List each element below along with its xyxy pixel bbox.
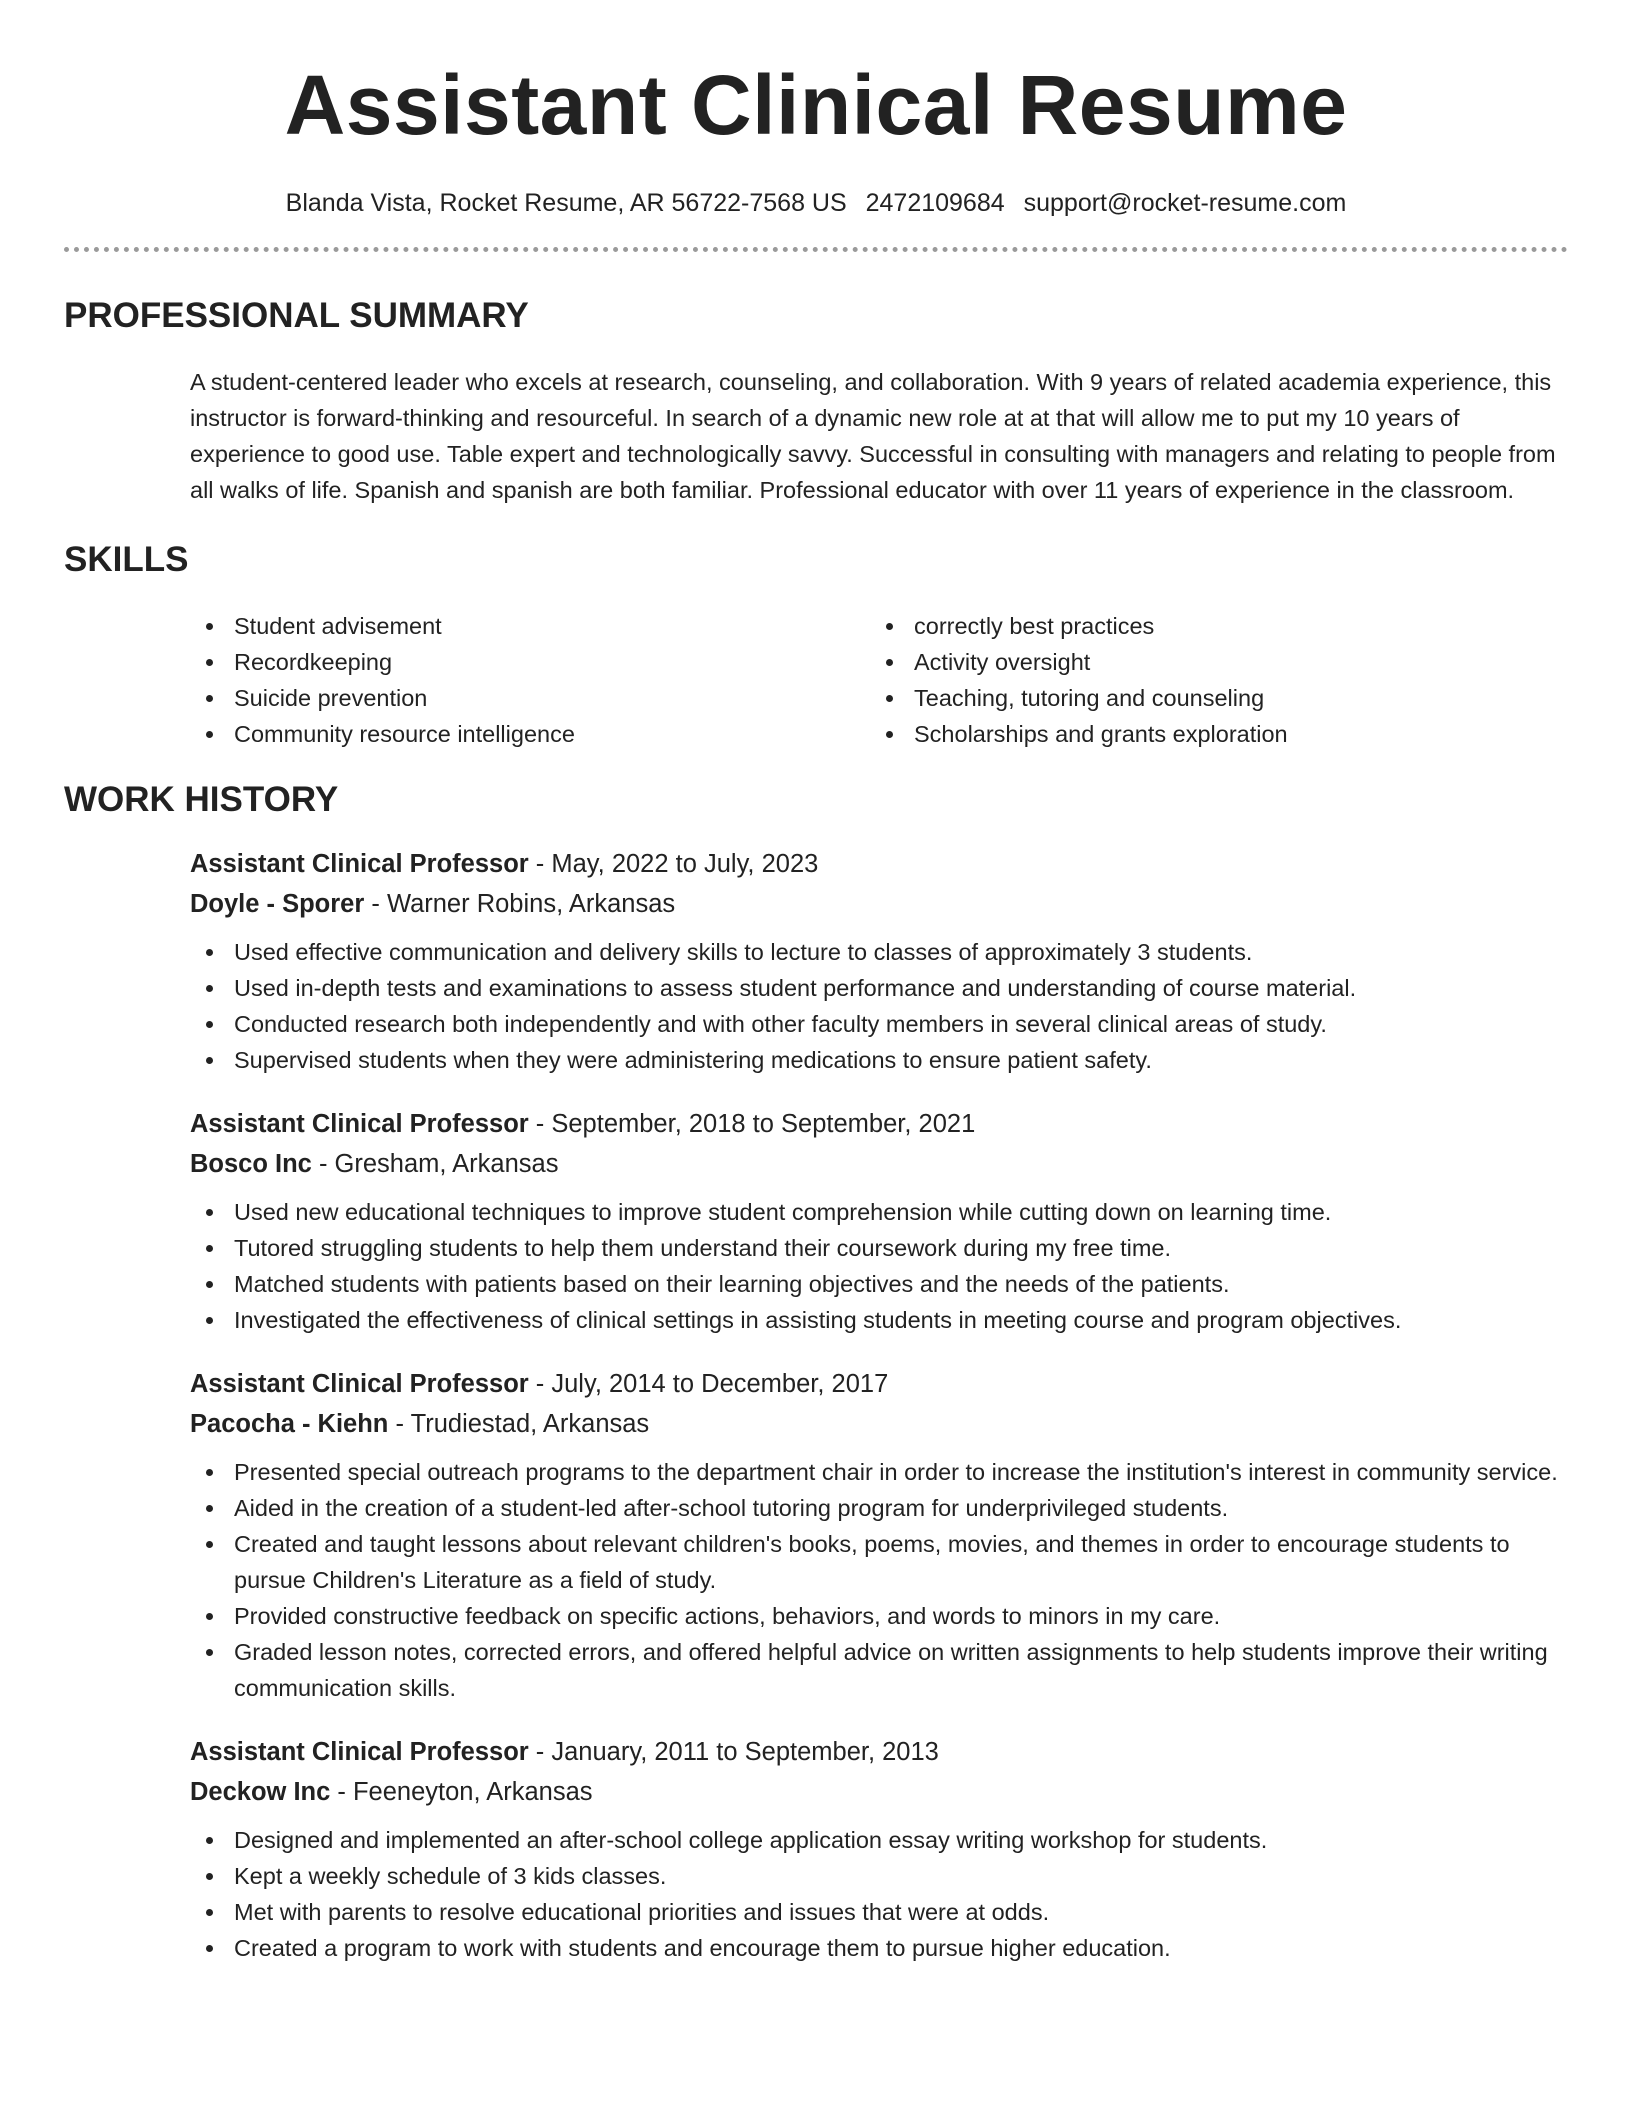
skill-item: Scholarships and grants exploration [870, 716, 1568, 752]
job-bullet: Presented special outreach programs to the department chair in order to increase the institution's interest in community service. [190, 1454, 1568, 1490]
job-bullets [190, 1454, 1568, 1706]
job-bullet: Conducted research both independently and with other faculty members in several clinical areas of study. [190, 1006, 1568, 1042]
job-bullet: Supervised students when they were administering medications to ensure patient safety. [190, 1042, 1568, 1078]
job-location: - Trudiestad, Arkansas [388, 1410, 650, 1438]
job-bullet: Used in-depth tests and examinations to assess student performance and understanding of course material. [190, 970, 1568, 1006]
job-title-line [190, 844, 1568, 884]
job-bullets [190, 934, 1568, 1078]
job-bullet: Used effective communication and delivery skills to lecture to classes of approximately 3 students. [190, 934, 1568, 970]
job-bullet: Kept a weekly schedule of 3 kids classes. [190, 1858, 1568, 1894]
job-bullet: Created and taught lessons about relevant children's books, poems, movies, and themes in order to encourage students to pursue Children's Literature as a field of study. [190, 1526, 1568, 1598]
work-history-section [64, 778, 1568, 1966]
summary-section [64, 294, 1568, 508]
header-divider [64, 247, 1568, 252]
job-company-line [190, 1404, 1568, 1444]
skill-item: Teaching, tutoring and counseling [870, 680, 1568, 716]
job-title: Assistant Clinical Professor [190, 850, 529, 878]
job-bullet: Investigated the effectiveness of clinical settings in assisting students in meeting course and program objectives. [190, 1302, 1568, 1338]
job-title: Assistant Clinical Professor [190, 1738, 529, 1766]
job-company: Doyle - Sporer [190, 890, 365, 918]
job-title: Assistant Clinical Professor [190, 1110, 529, 1138]
job-entry [190, 844, 1568, 1078]
job-bullet: Tutored struggling students to help them understand their coursework during my free time. [190, 1230, 1568, 1266]
summary-heading: PROFESSIONAL SUMMARY [64, 296, 529, 335]
job-company-line [190, 884, 1568, 924]
job-company: Pacocha - Kiehn [190, 1410, 389, 1438]
job-location: - Warner Robins, Arkansas [364, 890, 676, 918]
job-bullet: Designed and implemented an after-school college application essay writing workshop for students. [190, 1822, 1568, 1858]
job-bullet: Used new educational techniques to improve student comprehension while cutting down on learning time. [190, 1194, 1568, 1230]
skill-item: Suicide prevention [190, 680, 870, 716]
job-dates: - January, 2011 to September, 2013 [528, 1738, 939, 1766]
job-bullet: Created a program to work with students and encourage them to pursue higher education. [190, 1930, 1568, 1966]
job-dates: - September, 2018 to September, 2021 [528, 1110, 976, 1138]
job-location: - Feeneyton, Arkansas [330, 1778, 593, 1806]
skill-item: Activity oversight [870, 644, 1568, 680]
job-list [190, 844, 1568, 1966]
contact-phone: 2472109684 [865, 189, 1005, 217]
job-company: Bosco Inc [190, 1150, 312, 1178]
contact-email: support@rocket-resume.com [1023, 189, 1347, 217]
job-bullet: Matched students with patients based on their learning objectives and the needs of the patients. [190, 1266, 1568, 1302]
job-bullets [190, 1194, 1568, 1338]
job-entry [190, 1364, 1568, 1706]
job-location: - Gresham, Arkansas [311, 1150, 559, 1178]
skill-item: correctly best practices [870, 608, 1568, 644]
job-company-line [190, 1144, 1568, 1184]
job-dates: - July, 2014 to December, 2017 [528, 1370, 889, 1398]
resume-title: Assistant Clinical Resume [284, 58, 1348, 152]
skill-item: Student advisement [190, 608, 870, 644]
skills-list-left [190, 608, 870, 752]
summary-text: A student-centered leader who excels at research, counseling, and collaboration. With 9 years of related academia experience, this instructor is forward-thinking and resourceful. In search of a dynamic new role at at that will allow me to put my 10 years of experience to good use. Table expert and technologically savvy. Successful in consulting with managers and relating to people from all walks of life. Spanish and spanish are both familiar. Professional educator with over 11 years of experience in the classroom. [190, 369, 1556, 503]
job-dates: - May, 2022 to July, 2023 [528, 850, 819, 878]
job-entry [190, 1104, 1568, 1338]
skill-item: Recordkeeping [190, 644, 870, 680]
job-company: Deckow Inc [190, 1778, 331, 1806]
job-title-line [190, 1364, 1568, 1404]
skills-section [64, 538, 1568, 752]
job-bullet: Provided constructive feedback on specific actions, behaviors, and words to minors in my care. [190, 1598, 1568, 1634]
skills-list-right [870, 608, 1568, 752]
job-bullet: Met with parents to resolve educational priorities and issues that were at odds. [190, 1894, 1568, 1930]
work-history-heading: WORK HISTORY [64, 780, 339, 819]
contact-address: Blanda Vista, Rocket Resume, AR 56722-7568 US [285, 189, 847, 217]
skills-heading: SKILLS [64, 540, 189, 579]
skill-item: Community resource intelligence [190, 716, 870, 752]
job-entry [190, 1732, 1568, 1966]
skills-grid [190, 608, 1568, 752]
job-title: Assistant Clinical Professor [190, 1370, 529, 1398]
job-title-line [190, 1732, 1568, 1772]
job-bullet: Aided in the creation of a student-led after-school tutoring program for underprivileged students. [190, 1490, 1568, 1526]
resume-page [64, 0, 1568, 1992]
job-bullet: Graded lesson notes, corrected errors, and offered helpful advice on written assignments to help students improve their writing communication skills. [190, 1634, 1568, 1706]
job-bullets [190, 1822, 1568, 1966]
job-company-line [190, 1772, 1568, 1812]
contact-line [64, 185, 1568, 221]
job-title-line [190, 1104, 1568, 1144]
